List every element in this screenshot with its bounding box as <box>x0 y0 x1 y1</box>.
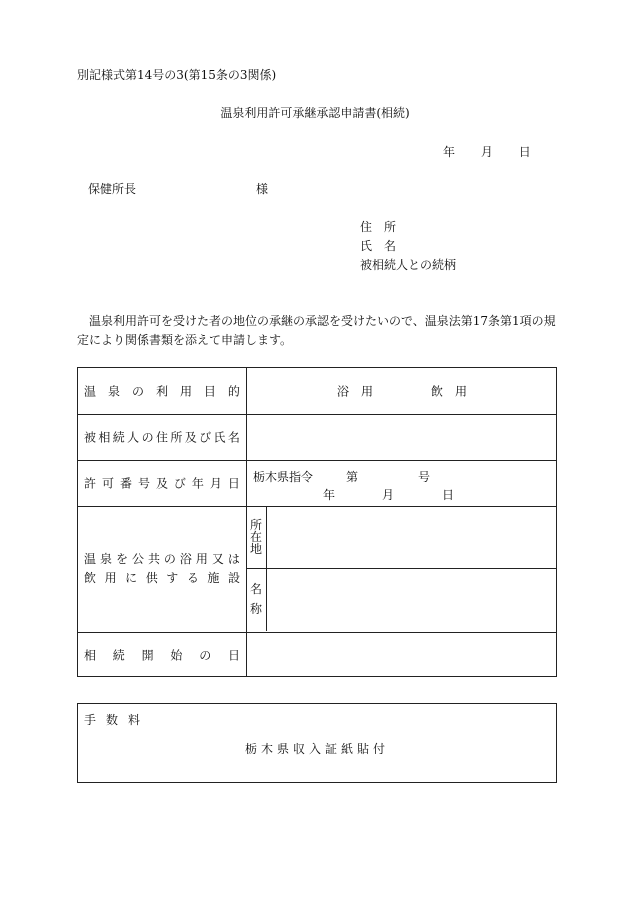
permit-go: 号 <box>418 470 431 484</box>
inheritance-label: 相 続 開 始 の 日 <box>78 632 247 677</box>
row-permit <box>78 460 556 507</box>
usage-bathing[interactable]: 浴 用 <box>337 384 374 399</box>
facility-name-label: 名 称 <box>246 569 267 631</box>
permit-prefix: 栃木県指令 <box>253 470 314 484</box>
applicant-relation-label: 被相続人との続柄 <box>360 258 457 272</box>
fee-box <box>77 703 557 783</box>
purpose-value[interactable] <box>246 368 556 414</box>
application-statement: 温泉利用許可を受けた者の地位の承継の承認を受けたいので、温泉法第17条第1項の規定により関係書類を添えて申請します。 <box>77 314 556 347</box>
application-table <box>77 367 557 677</box>
permit-day: 日 <box>442 488 455 502</box>
form-id: 別記様式第14号の3(第15条の3関係) <box>77 68 277 82</box>
date-line <box>443 143 531 160</box>
usage-drinking[interactable]: 飲 用 <box>431 384 468 399</box>
row-facility <box>78 506 556 633</box>
applicant-address-label: 住 所 <box>360 220 397 234</box>
permit-label: 許 可 番 号 及 び 年 月 日 <box>78 460 247 506</box>
purpose-label: 温 泉 の 利 用 目 的 <box>78 368 247 414</box>
permit-dai: 第 <box>346 470 359 484</box>
permit-value[interactable] <box>246 460 556 506</box>
inheritance-value[interactable] <box>246 632 556 677</box>
applicant-block <box>360 218 456 275</box>
addressee: 保健所長 <box>88 182 137 196</box>
deceased-value[interactable] <box>246 414 556 460</box>
facility-name-field[interactable] <box>266 569 556 631</box>
row-inheritance-start <box>78 632 556 677</box>
date-day: 日 <box>518 145 531 159</box>
deceased-label: 被 相 続 人 の 住 所 及 び 氏 名 <box>78 414 247 460</box>
facility-value <box>246 506 556 632</box>
date-year: 年 <box>443 145 456 159</box>
facility-location-field[interactable] <box>266 506 556 569</box>
date-month: 月 <box>480 145 493 159</box>
fee-label: 手 数 料 <box>84 713 141 727</box>
row-deceased <box>78 414 556 461</box>
document-title: 温泉利用許可承継承認申請書(相続) <box>220 106 410 120</box>
permit-year: 年 <box>323 488 336 502</box>
facility-label: 温 泉 を 公 共 の 浴 用 又 は 飲 用 に 供 す る 施 設 <box>78 506 247 632</box>
row-purpose <box>78 368 556 415</box>
facility-location-label: 所 在 地 <box>246 506 267 569</box>
revenue-stamp-area[interactable]: 栃木県収入証紙貼付 <box>244 742 389 756</box>
applicant-name-label: 氏 名 <box>360 239 397 253</box>
permit-month: 月 <box>382 488 395 502</box>
honorific: 様 <box>256 182 269 196</box>
